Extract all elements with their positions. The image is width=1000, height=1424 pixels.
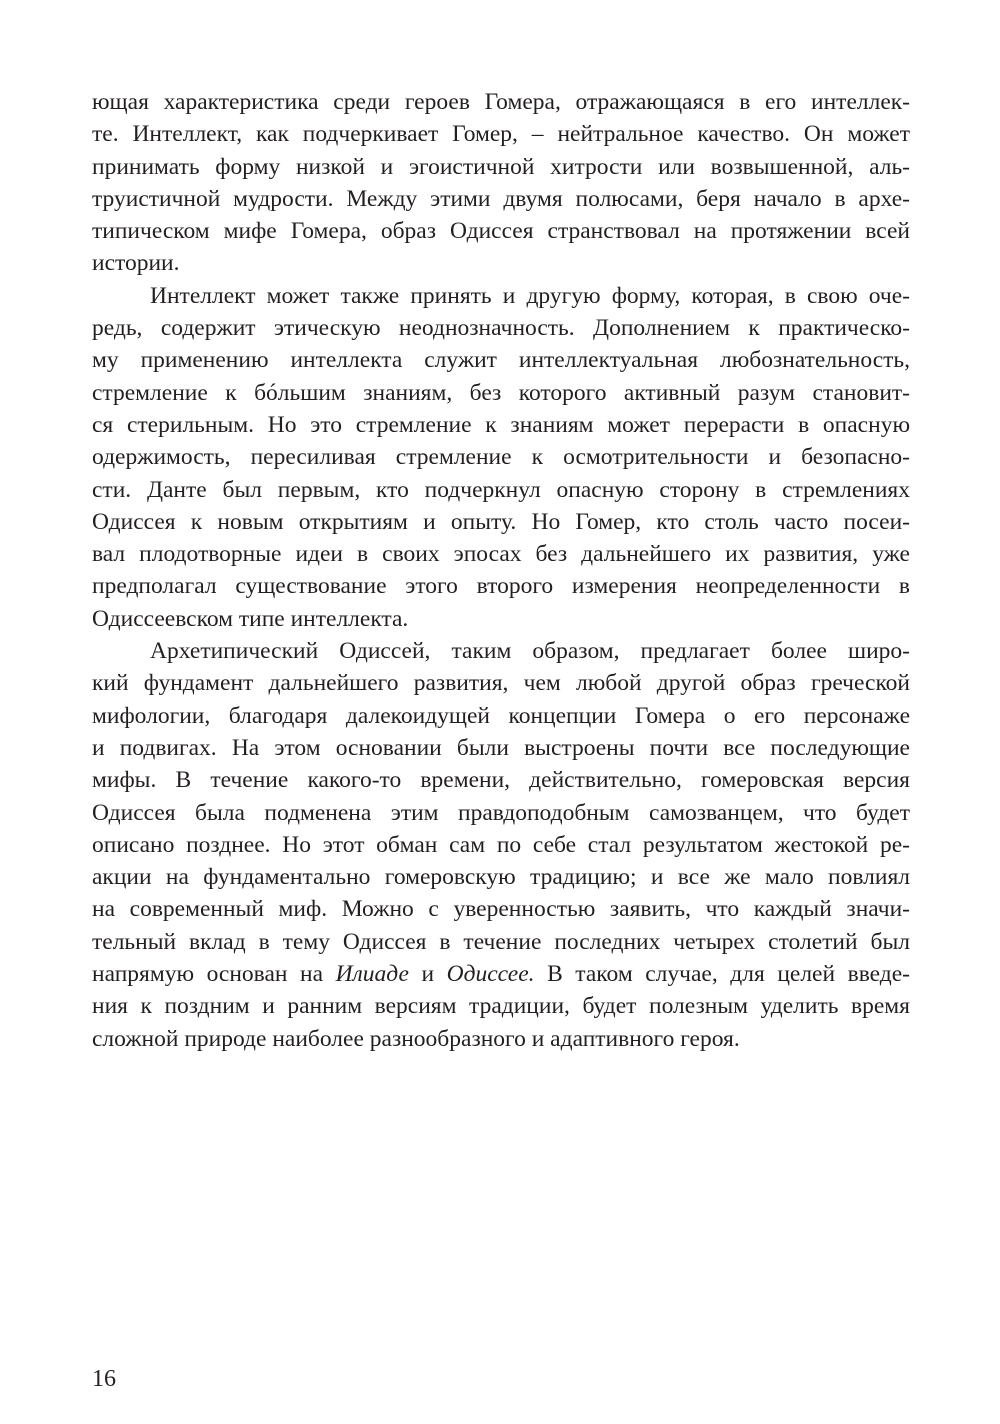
text-line: Архетипический Одиссей, таким образом, предлагает более широ- (150, 638, 910, 665)
text-line: тельный вклад в тему Одиссея в течение последних четырех столетий был (92, 928, 910, 955)
text-line: Одиссея была подменена этим правдоподобным самозванцем, что будет (92, 799, 910, 826)
text-line: предполагал существование этого второго измерения неопределенности в (92, 573, 910, 600)
text-line: му применению интеллекта служит интеллектуальная любознательность, (92, 347, 910, 374)
text-line: ния к поздним и ранним версиям традиции, будет полезным уделить время (92, 993, 910, 1020)
text-fragment: напрямую основан на (92, 961, 336, 988)
text-line: редь, содержит этическую неоднозначность. Дополнением к практическо- (92, 315, 910, 342)
text-line: ющая характеристика среди героев Гомера, отражающаяся в его интеллек- (92, 89, 910, 115)
text-line: ся стерильным. Но это стремление к знаниям может перерасти в опасную (92, 411, 910, 438)
text-line: труистичной мудрости. Между этими двумя полюсами, беря начало в архе- (92, 185, 910, 212)
text-line: описано позднее. Но этот обман сам по себе стал результатом жестокой ре- (92, 831, 910, 858)
text-line: истории. (92, 250, 180, 277)
paragraph-3 (92, 635, 910, 1055)
text-line: акции на фундаментально гомеровскую традицию; и все же мало повлиял (92, 864, 910, 891)
text-line: кий фундамент дальнейшего развития, чем любой другой образ греческой (92, 670, 910, 697)
text-line: и подвигах. На этом основании были выстроены почти все последующие (92, 734, 910, 761)
paragraph-2 (92, 280, 910, 635)
text-line: одержимость, пересиливая стремление к осмотрительности и безопасно- (92, 444, 910, 471)
text-line: мифологии, благодаря далекоидущей концепции Гомера о его персонаже (92, 702, 910, 729)
book-title-iliad: Илиаде (335, 961, 409, 988)
text-line: стремление к бóльшим знаниям, без которого активный разум становит- (92, 379, 910, 406)
book-title-odyssey: Одиссее. (446, 961, 535, 988)
text-line: Интеллект может также принять и другую форму, которая, в свою оче- (150, 282, 910, 309)
text-line: на современный миф. Можно с уверенностью заявить, что каждый значи- (92, 896, 910, 923)
page-number: 16 (92, 1366, 116, 1392)
text-line: сложной природе наиболее разнообразного и адаптивного героя. (92, 1025, 740, 1052)
text-line: принимать форму низкой и эгоистичной хитрости или возвышенной, аль- (92, 153, 910, 180)
text-line: вал плодотворные идеи в своих эпосах без дальнейшего их развития, уже (92, 541, 910, 568)
text-line: сти. Данте был первым, кто подчеркнул опасную сторону в стремлениях (92, 476, 910, 503)
text-fragment: В таком случае, для целей введе- (534, 961, 910, 988)
text-line: типическом мифе Гомера, образ Одиссея странствовал на протяжении всей (92, 218, 910, 245)
text-line: Одиссея к новым открытиям и опыту. Но Гомер, кто столь часто посеи- (92, 508, 910, 535)
text-line: Одиссеевском типе интеллекта. (92, 605, 409, 632)
text-line: те. Интеллект, как подчеркивает Гомер, – нейтральное качество. Он может (92, 121, 910, 148)
body-text (92, 86, 910, 1055)
paragraph-1 (92, 86, 910, 280)
text-line-with-titles (92, 958, 910, 990)
text-fragment: и (408, 961, 447, 988)
text-line: мифы. В течение какого-то времени, действительно, гомеровская версия (92, 767, 910, 794)
